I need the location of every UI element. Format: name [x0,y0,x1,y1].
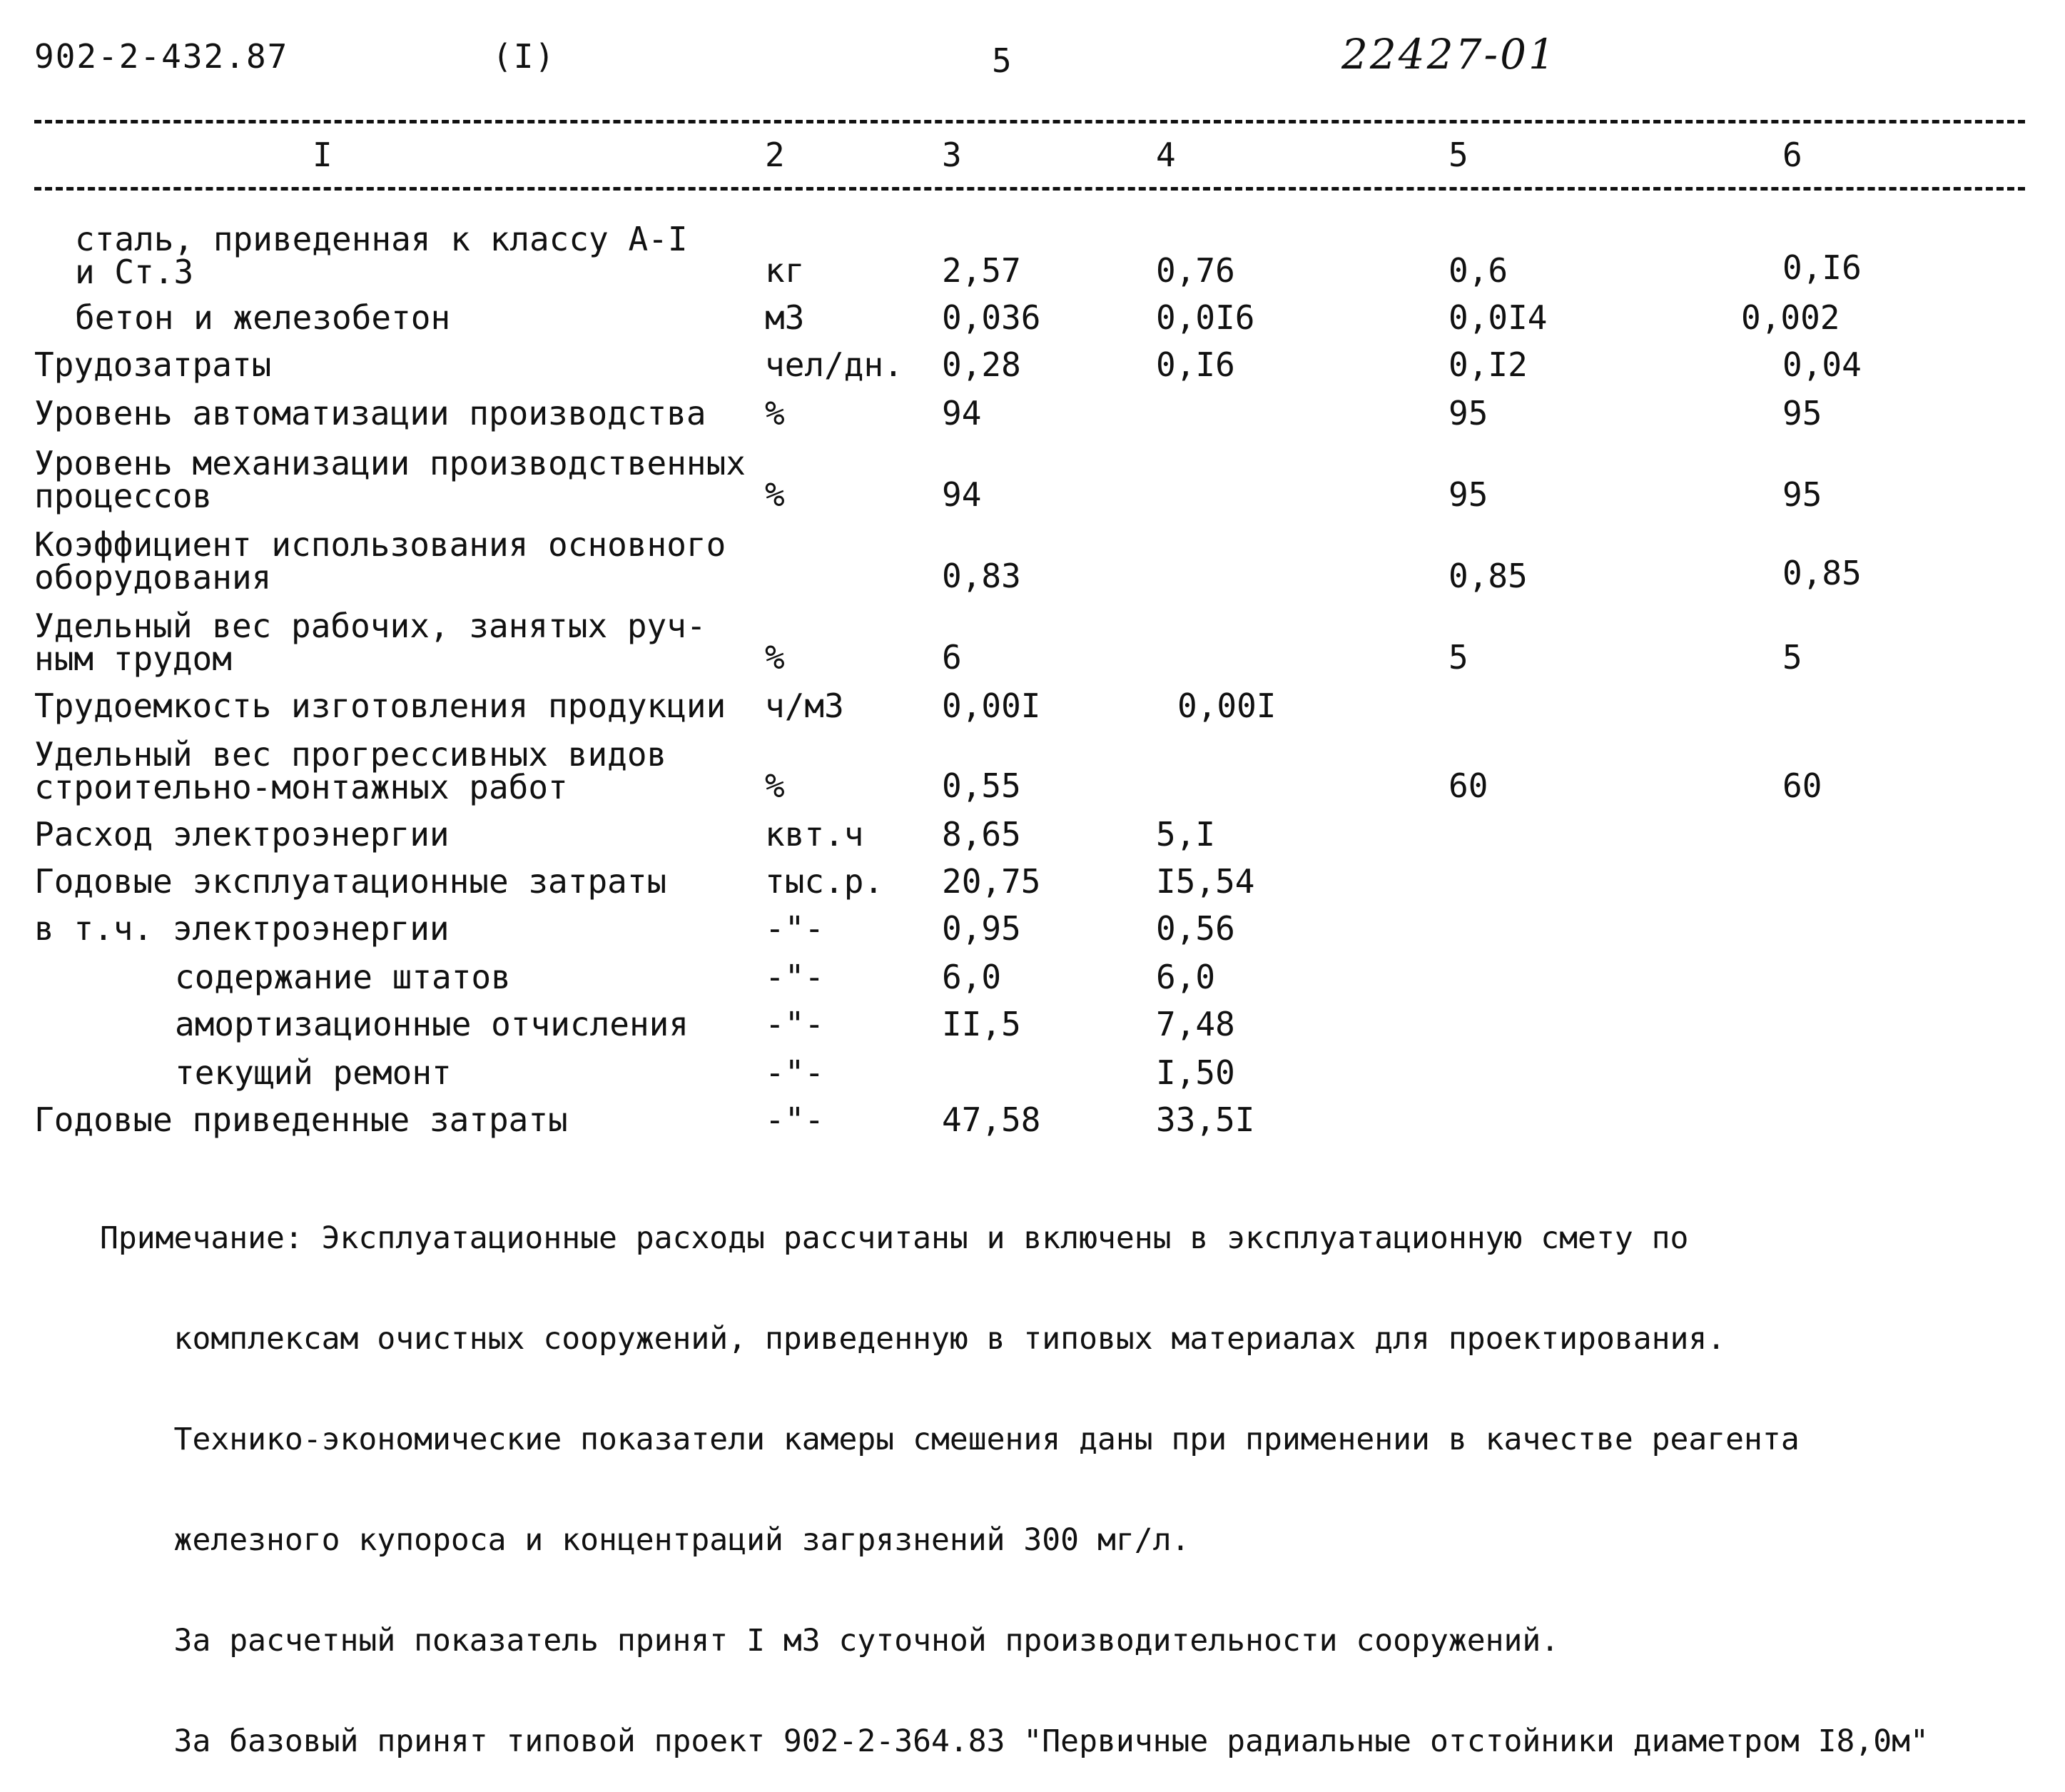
row-label: в т.ч. электроэнергии [34,909,450,948]
row-value-col3: 20,75 [942,862,1041,901]
row-label: Уровень автоматизации производства [34,394,706,432]
row-label: Удельный вес рабочих, занятых руч- ным трудом [34,607,706,678]
row-label: Годовые приведенные затраты [34,1100,568,1139]
row-value-col4: 5,I [1156,815,1216,854]
row-value-col4: 0,I6 [1156,345,1235,384]
row-unit: -"- [765,1053,825,1092]
header-bottom-rule [34,187,2025,191]
row-value-col3: 2,57 [942,251,1021,290]
row-value-col4: I5,54 [1156,862,1255,901]
row-value-col5: 95 [1448,475,1488,514]
row-label: Расход электроэнергии [34,815,450,854]
column-header-4: 4 [1156,136,1176,174]
row-value-col6: 0,04 [1782,345,1862,384]
footnote-line: За расчетный показатель принят I м3 суточной производительности сооружений. [100,1623,1560,1659]
row-value-col4: 0,56 [1156,909,1235,948]
row-value-col3: 0,55 [942,766,1021,805]
row-value-col3: 8,65 [942,815,1021,854]
header-top-rule [34,120,2025,123]
row-unit: % [765,394,785,432]
row-value-col3: 0,036 [942,298,1041,337]
row-value-col4: 6,0 [1156,958,1216,996]
row-value-col4: 0,00I [1177,687,1277,725]
row-unit: тыс.р. [765,862,884,901]
row-label: Трудоемкость изготовления продукции [34,687,726,725]
row-value-col3: 94 [942,394,982,432]
row-value-col4: 0,0I6 [1156,298,1255,337]
row-value-col4: 0,76 [1156,251,1235,290]
document-part: (I) [492,37,557,76]
footnote-line: За базовый принят типовой проект 902-2-364.83 "Первичные радиальные отстойники диаметром I8,0м" [100,1723,1929,1759]
row-value-col4: 33,5I [1156,1100,1255,1139]
row-unit: % [765,638,785,677]
row-value-col5: 5 [1448,638,1468,677]
row-label: Уровень механизации производственных процессов [34,444,746,515]
row-value-col5: 0,6 [1448,251,1508,290]
row-unit: -"- [765,1005,825,1043]
row-value-col5: 60 [1448,766,1488,805]
row-value-col3: 0,83 [942,557,1021,595]
row-label: амортизационные отчисления [175,1005,689,1043]
row-value-col3: 6 [942,638,962,677]
row-value-col5: 0,I2 [1448,345,1528,384]
row-value-col3: 6,0 [942,958,1002,996]
column-header-2: 2 [765,136,785,174]
row-value-col6: 0,I6 [1782,248,1862,287]
row-value-col4: I,50 [1156,1053,1235,1092]
document-code: 902-2-432.87 [34,37,289,76]
row-label: Коэффициент использования основного оборудования [34,525,726,597]
row-label: Годовые эксплуатационные затраты [34,862,667,901]
row-unit: кг [765,251,805,290]
row-value-col6: 0,85 [1782,554,1862,592]
row-label: текущий ремонт [175,1053,452,1092]
row-label: бетон и железобетон [75,298,451,337]
row-unit: м3 [765,298,805,337]
handwritten-stamp-number: 22427-01 [1341,30,1557,79]
row-unit: квт.ч [765,815,864,854]
row-unit: % [765,766,785,805]
row-value-col5: 0,0I4 [1448,298,1548,337]
row-value-col6: 5 [1782,638,1802,677]
row-label: сталь, приведенная к классу А-I и Ст.3 [75,220,688,291]
row-value-col4: 7,48 [1156,1005,1235,1043]
row-unit: -"- [765,1100,825,1139]
row-unit: -"- [765,958,825,996]
row-label: Удельный вес прогрессивных видов строительно-монтажных работ [34,735,667,806]
column-header-5: 5 [1448,136,1468,174]
column-header-6: 6 [1782,136,1802,174]
row-value-col5: 95 [1448,394,1488,432]
row-value-col6: 95 [1782,475,1822,514]
page-number: 5 [992,41,1013,80]
row-label: Трудозатраты [34,345,272,384]
footnote-line: железного купороса и концентраций загрязнений 300 мг/л. [100,1522,1190,1558]
row-value-col3: 0,95 [942,909,1021,948]
row-value-col3: 0,00I [942,687,1041,725]
row-unit: чел/дн. [765,345,903,384]
footnote [100,1155,1929,1792]
row-unit: ч/м3 [765,687,844,725]
row-unit: -"- [765,909,825,948]
row-label: содержание штатов [175,958,511,996]
row-value-col3: 94 [942,475,982,514]
footnote-line: Технико-экономические показатели камеры смешения даны при применении в качестве реагента [100,1422,1800,1457]
row-value-col6: 95 [1782,394,1822,432]
row-unit: % [765,475,785,514]
row-value-col6: 60 [1782,766,1822,805]
row-value-col6: 0,002 [1741,298,1840,337]
row-value-col3: 0,28 [942,345,1021,384]
row-value-col3: II,5 [942,1005,1021,1043]
column-header-1: I [313,136,333,174]
row-value-col5: 0,85 [1448,557,1528,595]
row-value-col3: 47,58 [942,1100,1041,1139]
column-header-3: 3 [942,136,962,174]
footnote-line: Примечание: Эксплуатационные расходы рассчитаны и включены в эксплуатационную смету по [100,1220,1689,1256]
footnote-line: комплексам очистных сооружений, приведенную в типовых материалах для проектирования. [100,1321,1726,1357]
